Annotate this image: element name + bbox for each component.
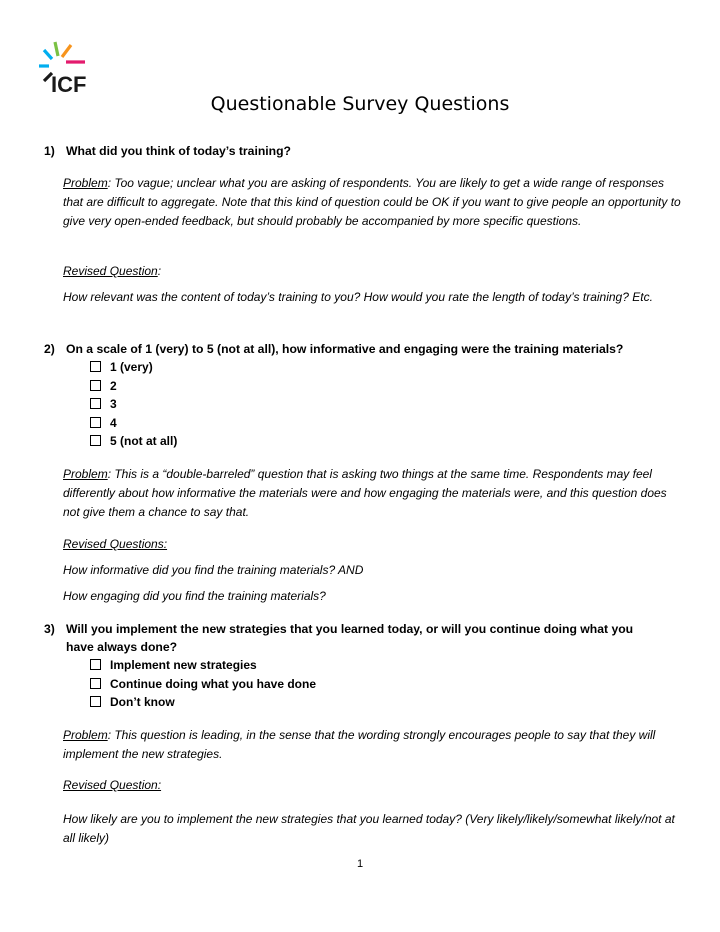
option-item[interactable]: Continue doing what you have done xyxy=(90,675,316,694)
question-2-problem: Problem: This is a “double-barreled” question that is asking two things at the same time. Respondents may feel differently about how informative the materials were and how engaging the materials were, and this question does not give them a chance to say that. xyxy=(63,467,667,519)
page-number: 1 xyxy=(356,858,364,870)
question-1 xyxy=(44,142,291,160)
question-2-revised-label: Revised Questions: xyxy=(63,537,168,551)
question-3-number: 3) xyxy=(44,622,55,636)
svg-text:ICF: ICF xyxy=(51,72,87,96)
question-3-options xyxy=(90,656,316,712)
checkbox-icon[interactable] xyxy=(90,417,101,428)
question-1-text: What did you think of today’s training? xyxy=(66,144,292,158)
problem-label: Problem xyxy=(63,467,108,481)
option-item[interactable]: Implement new strategies xyxy=(90,656,316,675)
problem-label: Problem xyxy=(63,728,108,742)
checkbox-icon[interactable] xyxy=(90,678,101,689)
question-3-revised-text: How likely are you to implement the new strategies that you learned today? (Very likely/likely/somewhat likely/not at all likely) xyxy=(63,812,675,845)
question-1-revised-text: How relevant was the content of today’s training to you? How would you rate the length of today’s training? Etc. xyxy=(63,290,653,304)
question-2-revised-text-1: How informative did you find the training materials? AND xyxy=(63,563,364,577)
question-3-problem: Problem: This question is leading, in the sense that the wording strongly encourages people to say that they will implement the new strategies. xyxy=(63,728,656,761)
question-2 xyxy=(44,340,623,358)
question-3-revised-label: Revised Question: xyxy=(63,778,162,792)
option-item[interactable]: Don’t know xyxy=(90,693,316,712)
page-title: Questionable Survey Questions xyxy=(210,93,510,115)
checkbox-icon[interactable] xyxy=(90,398,101,409)
checkbox-icon[interactable] xyxy=(90,380,101,391)
icf-logo xyxy=(38,40,110,96)
option-item[interactable]: 5 (not at all) xyxy=(90,432,177,451)
checkbox-icon[interactable] xyxy=(90,659,101,670)
checkbox-icon[interactable] xyxy=(90,696,101,707)
checkbox-icon[interactable] xyxy=(90,361,101,372)
checkbox-icon[interactable] xyxy=(90,435,101,446)
option-item[interactable]: 3 xyxy=(90,395,177,414)
question-2-number: 2) xyxy=(44,342,55,356)
question-2-revised-text-2: How engaging did you find the training materials? xyxy=(63,589,326,603)
question-1-number: 1) xyxy=(44,144,55,158)
question-2-text: On a scale of 1 (very) to 5 (not at all), how informative and engaging were the training materials? xyxy=(66,342,624,356)
option-item[interactable]: 2 xyxy=(90,377,177,396)
option-item[interactable]: 4 xyxy=(90,414,177,433)
problem-label: Problem xyxy=(63,176,108,190)
question-3-text-line1: Will you implement the new strategies that you learned today, or will you continue doing what you xyxy=(66,622,634,636)
question-3 xyxy=(44,620,633,656)
question-1-problem: Problem: Too vague; unclear what you are asking of respondents. You are likely to get a wide range of responses that are difficult to aggregate. Note that this kind of question could be OK if you want to give people an opportunity to give very open-ended feedback, but should probably be accompanied by more specific questions. xyxy=(63,176,681,228)
question-1-revised-label: Revised Question: xyxy=(63,264,162,278)
option-item[interactable]: 1 (very) xyxy=(90,358,177,377)
question-2-options xyxy=(90,358,177,451)
question-3-text-line2: have always done? xyxy=(66,640,178,654)
